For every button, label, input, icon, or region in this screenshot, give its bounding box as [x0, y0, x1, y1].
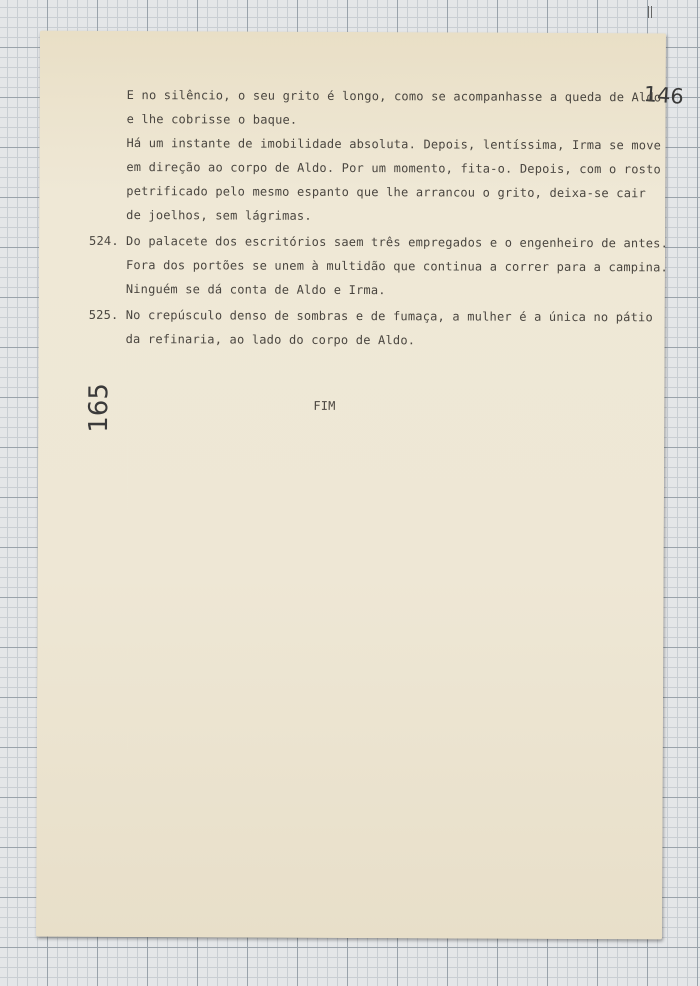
text-line-1: E no silêncio, o seu grito é longo, como se acompanhasse a queda de Aldo — [126, 88, 662, 105]
text-line-2: e lhe cobrisse o baque. — [126, 112, 298, 127]
handwritten-page-number: 146 — [642, 81, 685, 109]
text-line-4: em direção ao corpo de Aldo. Por um momento, fita-o. Depois, com o rosto — [126, 160, 661, 177]
text-line-3: Há um instante de imobilidade absoluta. Depois, lentíssima, Irma se move — [126, 136, 662, 153]
text-line-9: Ninguém se dá conta de Aldo e Irma. — [125, 282, 386, 298]
handwritten-side-number: 165 — [84, 383, 115, 433]
text-line-7: Do palacete dos escritórios saem três empregados e o engenheiro de antes. — [126, 234, 669, 251]
paragraph-number-524: 524. — [89, 233, 119, 248]
text-line-8: Fora dos portões se unem à multidão que continua a correr para a campina. — [125, 258, 668, 275]
typed-page — [36, 31, 685, 940]
paragraph-number-525: 525. — [88, 307, 119, 322]
text-line-5: petrificado pelo mesmo espanto que lhe arrancou o grito, deixa-se cair — [126, 184, 647, 201]
text-line-6: de joelhos, sem lágrimas. — [126, 208, 312, 223]
top-edge-mark — [648, 6, 652, 18]
ending-fim: FIM — [313, 398, 336, 413]
text-line-11: da refinaria, ao lado do corpo de Aldo. — [125, 332, 416, 348]
text-line-10: No crepúsculo denso de sombras e de fumaça, a mulher é a única no pátio — [125, 308, 653, 325]
